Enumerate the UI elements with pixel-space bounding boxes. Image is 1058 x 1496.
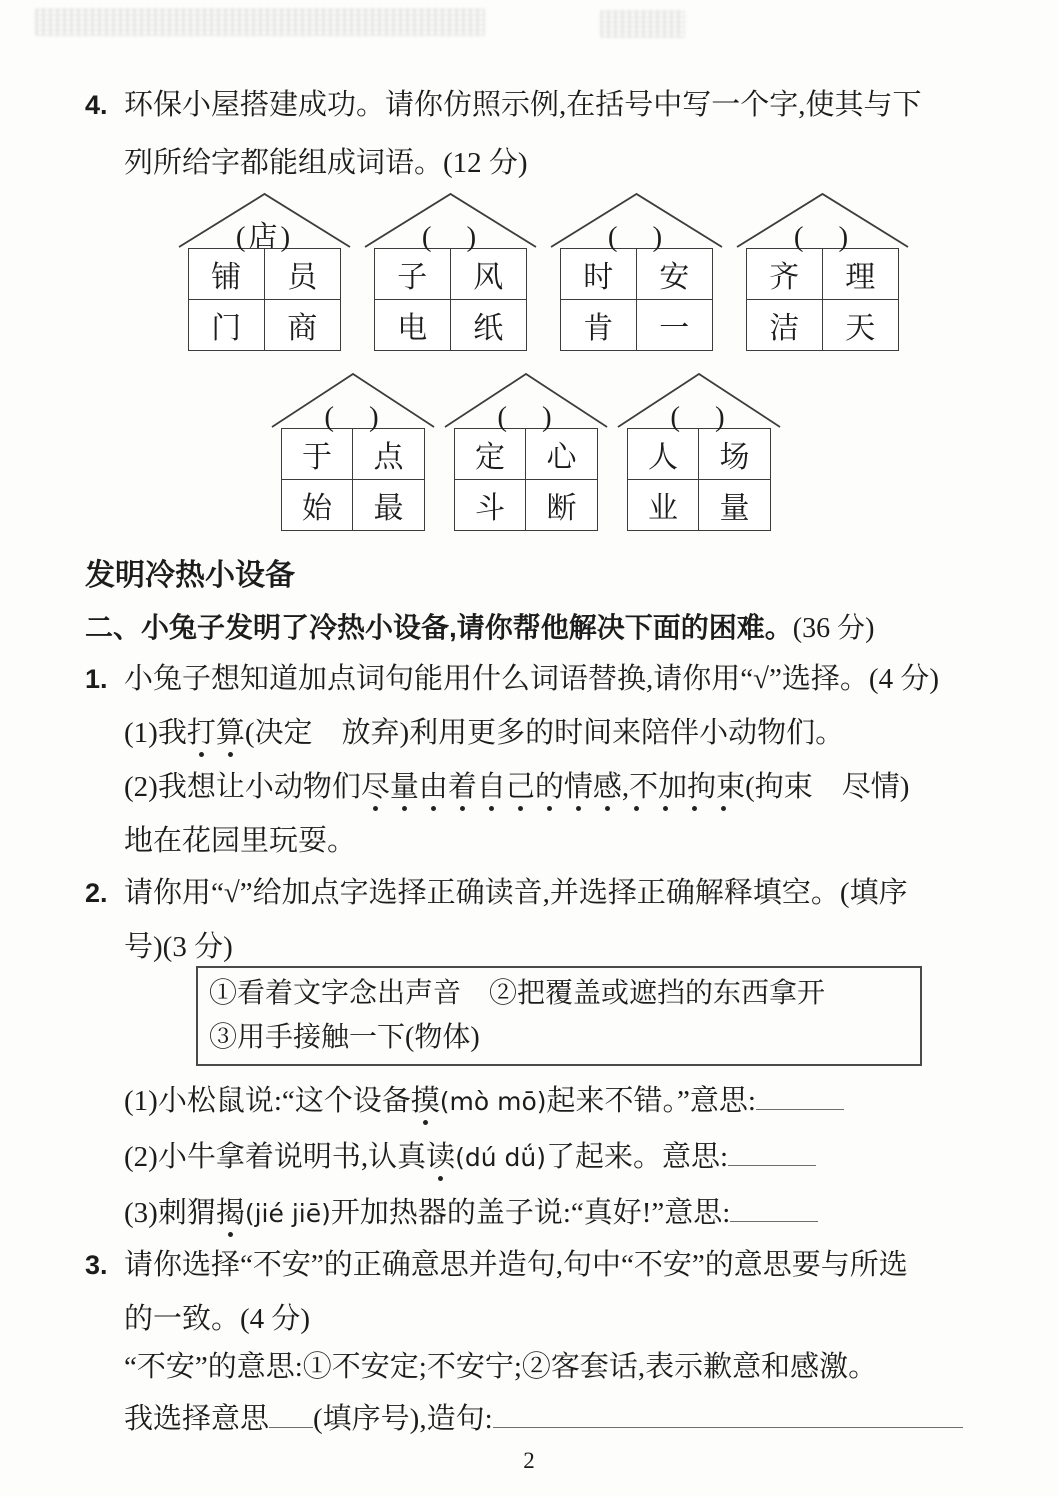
house-cell: 最: [373, 492, 404, 525]
page-number: 2: [523, 1448, 535, 1473]
q2-item-1-post: 起来不错。”意思:: [546, 1085, 756, 1117]
word-house-4: [746, 192, 899, 351]
house-grid: [454, 428, 598, 531]
answer-blank: [269, 1402, 313, 1428]
house-cell: 时: [561, 249, 637, 300]
q4-text-line1: 环保小屋搭建成功。请你仿照示例,在括号中写一个字,使其与下: [124, 89, 922, 121]
house-cell: 点: [353, 429, 424, 480]
house-roof: [627, 372, 771, 433]
house-cell: 风: [451, 249, 527, 300]
q2-item-3-post: 开加热器的盖子说:“真好!”意思:: [330, 1197, 731, 1229]
house-roof-answer: (店): [235, 221, 294, 253]
q3-choose-mid: (填序号),造句:: [313, 1403, 493, 1435]
house-roof-answer: ( ): [607, 221, 666, 253]
house-cell: 门: [189, 300, 265, 350]
house-cell: 斗: [455, 480, 526, 530]
section2-title: [85, 606, 874, 646]
house-cell: 商: [287, 312, 318, 345]
section2-score: (36 分): [792, 613, 875, 644]
house-roof: [188, 192, 341, 253]
word-houses-row-2: [281, 372, 771, 531]
q2-item-3: [124, 1194, 818, 1233]
house-roof-answer: ( ): [324, 401, 382, 433]
house-cell: 洁: [747, 300, 823, 350]
definitions-box-line1: ①看着文字念出声音 ②把覆盖或遮挡的东西拿开: [209, 978, 826, 1009]
q2-item-1-emphasized: 摸: [411, 1085, 440, 1126]
q2-item-2-emphasized: 读: [426, 1141, 455, 1182]
house-cell: 纸: [473, 312, 504, 345]
house-grid: [746, 248, 899, 351]
house-roof: [560, 192, 713, 253]
q2-item-2-post: 了起来。意思:: [545, 1141, 729, 1173]
house-cell: 理: [823, 249, 899, 300]
house-grid: [281, 428, 425, 531]
q1-item-2-pre: (2)我想让小动物们: [124, 771, 361, 803]
q3-choose-line: [124, 1400, 963, 1438]
house-cell: 定: [455, 429, 526, 480]
house-cell: 业: [628, 480, 699, 530]
house-grid: [627, 428, 771, 531]
q3-meanings: “不安”的意思:①不安定;不安宁;②客套话,表示歉意和感激。: [124, 1351, 878, 1383]
q1-item-2-continuation: 地在花园里玩耍。: [124, 825, 357, 857]
house-cell: 断: [546, 492, 577, 525]
word-house-6: [454, 372, 598, 531]
house-roof: [374, 192, 527, 253]
house-roof-answer: ( ): [497, 401, 555, 433]
house-roof-answer: ( ): [670, 401, 728, 433]
q1-item-1-pre: (1)我: [124, 717, 187, 749]
house-grid: [374, 248, 527, 351]
q2-number: 2.: [85, 878, 108, 908]
house-cell: 人: [628, 429, 699, 480]
q3-number: 3.: [85, 1250, 108, 1280]
house-cell: 子: [375, 249, 451, 300]
q2-lead: [85, 874, 908, 912]
house-cell: 一: [659, 312, 690, 345]
q2-item-3-pre: (3)刺猬: [124, 1197, 216, 1229]
q2-item-3-emphasized: 揭: [216, 1197, 245, 1238]
house-cell: 量: [719, 492, 750, 525]
q1-lead: [85, 660, 939, 698]
house-cell: 齐: [747, 249, 823, 300]
q2-item-1-pinyin: (mò mō): [439, 1087, 547, 1116]
q3-lead: [85, 1246, 908, 1284]
section2-title-text: 二、小兔子发明了冷热小设备,请你帮他解决下面的困难。: [85, 612, 793, 643]
house-cell: 天: [845, 312, 876, 345]
house-cell: 员: [265, 249, 341, 300]
house-roof-answer: ( ): [421, 221, 480, 253]
word-houses-row-1: [188, 192, 899, 351]
house-grid: [560, 248, 713, 351]
house-cell: 于: [282, 429, 353, 480]
answer-blank: [728, 1140, 816, 1166]
q3-choose-pre: 我选择意思: [124, 1403, 270, 1435]
q2-item-1: [124, 1082, 844, 1121]
q1-item-2: [124, 768, 909, 806]
section-heading: 发明冷热小设备: [85, 559, 295, 592]
house-cell: 安: [637, 249, 713, 300]
answer-blank: [493, 1402, 963, 1428]
q2-lead-text-line2: 号)(3 分): [124, 931, 233, 963]
house-cell: 始: [282, 480, 353, 530]
q4-lead-line1: [85, 86, 922, 124]
q2-item-2-pre: (2)小牛拿着说明书,认真: [124, 1141, 427, 1173]
q4-number: 4.: [85, 90, 108, 120]
definitions-box: [196, 966, 922, 1066]
q2-item-3-pinyin: (jié jiē): [244, 1199, 331, 1228]
q2-item-1-pre: (1)小松鼠说:“这个设备: [124, 1085, 411, 1117]
word-house-2: [374, 192, 527, 351]
answer-blank: [756, 1084, 844, 1110]
q1-item-2-post: (拘束 尽情): [745, 771, 910, 803]
q4-text-line2: 列所给字都能组成词语。(12 分): [124, 147, 528, 179]
word-house-5: [281, 372, 425, 531]
scan-artifact-left: [35, 8, 485, 36]
scan-artifact-right: [600, 10, 685, 38]
word-house-7: [627, 372, 771, 531]
house-grid: [188, 248, 341, 351]
word-house-3: [560, 192, 713, 351]
definitions-box-line2: ③用手接触一下(物体): [209, 1022, 480, 1053]
house-roof: [746, 192, 899, 253]
house-roof: [454, 372, 598, 433]
q1-item-1-emphasized: 打算: [187, 717, 245, 758]
q1-item-1-post: (决定 放弃)利用更多的时间来陪伴小动物们。: [244, 717, 845, 749]
q1-number: 1.: [85, 664, 108, 694]
q2-lead-text-line1: 请你用“√”给加点字选择正确读音,并选择正确解释填空。(填序: [124, 877, 908, 909]
house-cell: 肯: [561, 300, 637, 350]
q3-lead-text-line2: 的一致。(4 分): [124, 1303, 311, 1335]
house-cell: 心: [526, 429, 597, 480]
q1-item-1: [124, 714, 844, 752]
answer-blank: [730, 1196, 818, 1222]
house-cell: 电: [375, 300, 451, 350]
q2-item-2-pinyin: (dú dǘ): [455, 1143, 546, 1172]
q2-item-2: [124, 1138, 816, 1177]
q3-lead-text-line1: 请你选择“不安”的正确意思并造句,句中“不安”的意思要与所选: [124, 1249, 908, 1281]
house-roof-answer: ( ): [793, 221, 852, 253]
house-cell: 场: [699, 429, 770, 480]
house-cell: 铺: [189, 249, 265, 300]
q1-lead-text: 小兔子想知道加点词句能用什么词语替换,请你用“√”选择。(4 分): [124, 663, 939, 695]
q1-item-2-emphasized: 尽量由着自己的情感,不加拘束: [361, 771, 745, 812]
word-house-1: [188, 192, 341, 351]
house-roof: [281, 372, 425, 433]
